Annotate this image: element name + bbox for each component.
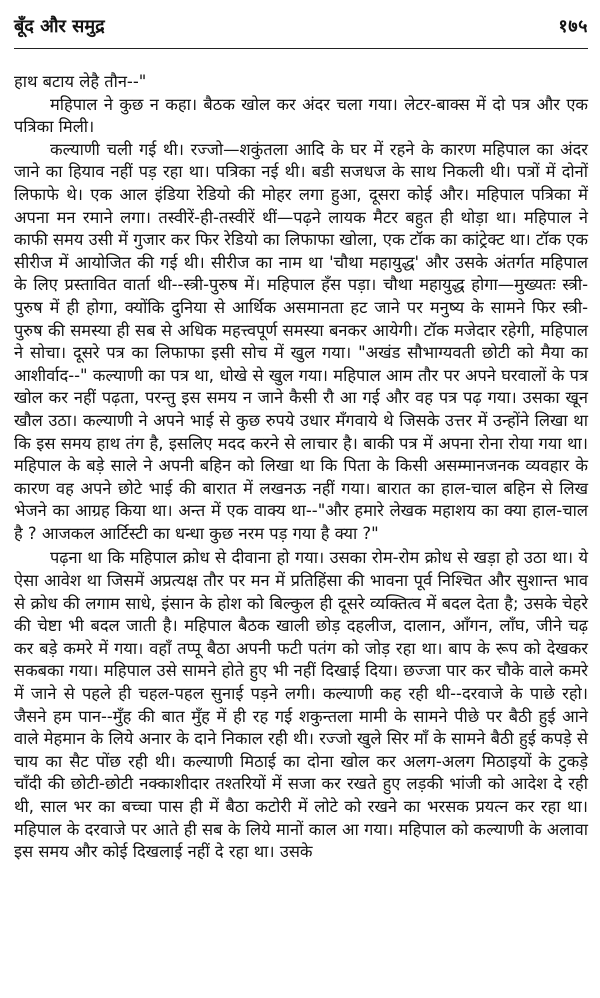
page-number: १७५ [558, 16, 588, 37]
header-rule [14, 48, 588, 49]
page-body [14, 71, 588, 864]
book-title: बूँद और समुद्र [14, 16, 105, 37]
page-header [14, 14, 588, 42]
paragraph: कल्याणी चली गई थी। रज्जो—शकुंतला आदि के घर में रहने के कारण महिपाल का अंदर जाने का हियाव नहीं पड़ रहा था। पत्रिका नई थी। बडी सजधज के साथ निकली थी। पत्रों में दोनों लिफाफे थे। एक आल इंडिया रेडियो की मोहर लगा हुआ, दूसरा कोई और। महिपाल पत्रिका में अपना मन रमाने लगा। तस्वीरें-ही-तस्वीरें थीं—पढ़ने लायक मैटर बहुत ही थोड़ा था। महिपाल ने काफी समय उसी में गुजार कर फिर रेडियो का लिफाफा खोला, एक टॉक का कांट्रेक्ट था। टॉक एक सीरीज में आयोजित की गई थी। सीरीज का नाम था 'चौथा महायुद्ध' और उसके अंतर्गत महिपाल के लिए प्रस्तावित वार्ता थी--स्त्री-पुरुष में। महिपाल हँस पड़ा। चौथा महायुद्ध होगा—मुख्यतः स्त्री-पुरुष में ही होगा, क्योंकि दुनिया से आर्थिक असमानता हट जाने पर मनुष्य के सामने फिर स्त्री-पुरुष की समस्या ही सब से अधिक महत्त्वपूर्ण समस्या बनकर आयेगी। टॉक मजेदार रहेगी, महिपाल ने सोचा। दूसरे पत्र का लिफाफा इसी सोच में खुल गया। "अखंड सौभाग्यवती छोटी को मैया का आशीर्वाद--" कल्याणी का पत्र था, धोखे से खुल गया। महिपाल आम तौर पर अपने घरवालों के पत्र खोल कर नहीं पढ़ता, परन्तु इस समय न जाने कैसी रौ आ गई और वह पत्र पढ़ गया। उसका खून खौल उठा। कल्याणी ने अपने भाई से कुछ रुपये उधार मँगवाये थे जिसके उत्तर में उन्होंने लिखा था कि इस समय हाथ तंग है, इसलिए मदद करने से लाचार है। बाकी पत्र में अपना रोना रोया गया था। महिपाल के बड़े साले ने अपनी बहिन को लिखा था कि पिता के किसी असम्मानजनक व्यवहार के कारण वह अपने छोटे भाई की बारात में लखनऊ नहीं गया। बारात का हाल-चाल बहिन से लिख भेजने का आग्रह किया था। अन्त में एक वाक्य था--"और हमारे लेखक महाशय का क्या हाल-चाल है ? आजकल आर्टिस्टी का धन्धा कुछ नरम पड़ गया है क्या ?" [14, 139, 588, 543]
paragraph: हाथ बटाय लेहै तौन--" [14, 72, 147, 91]
paragraph: महिपाल ने कुछ न कहा। बैठक खोल कर अंदर चला गया। लेटर-बाक्स में दो पत्र और एक पत्रिका मिली। [14, 94, 588, 137]
paragraph: पढ़ना था कि महिपाल क्रोध से दीवाना हो गया। उसका रोम-रोम क्रोध से खड़ा हो उठा था। ये ऐसा आवेश था जिसमें अप्रत्यक्ष तौर पर मन में प्रतिहिंसा की भावना पूर्व निश्चित और सुशान्त भाव से क्रोध की लगाम साधे, इंसान के होश को बिल्कुल ही दूसरे व्यक्तित्व में बदल देता है; उसके चेहरे की चेष्टा भी बदल जाती है। महिपाल बैठक खाली छोड़ दहलीज, दालान, आँगन, लाँघ, जीने चढ़ कर बड़े कमरे में गया। वहाँ तप्पू बैठा अपनी फटी पतंग को जोड़ रहा था। बाप के रूप को देखकर सकबका गया। महिपाल उसे सामने होते हुए भी नहीं दिखाई दिया। छज्जा पार कर चौके वाले कमरे में जाने से पहले ही चहल-पहल सुनाई पड़ने लगी। कल्याणी कह रही थी--दरवाजे के पाछे रहो। जैसने हम पान--मुँह की बात मुँह में ही रह गई शकुन्तला मामी के सामने पीछे पर बैठी हुई आने वाले मेहमान के लिये अनार के दाने निकाल रही थी। रज्जो खुले सिर माँ के सामने बैठी हुई कपड़े से चाय का सैट पोंछ रही थी। कल्याणी मिठाई का दोना खोल कर अलग-अलग मिठाइयों के टुकड़े चाँदी की छोटी-छोटी नक्काशीदार तश्तरियों में सजा कर रखते हुए लड़की भांजी को आदेश दे रही थी, साल भर का बच्चा पास ही में बैठा कटोरी में लोटे को रखने का भरसक प्रयत्न कर रहा था। महिपाल के दरवाजे पर आते ही सब के लिये मानों काल आ गया। महिपाल को कल्याणी के अलावा इस समय और कोई दिखलाई नहीं दे रहा था। उसके [14, 548, 588, 862]
